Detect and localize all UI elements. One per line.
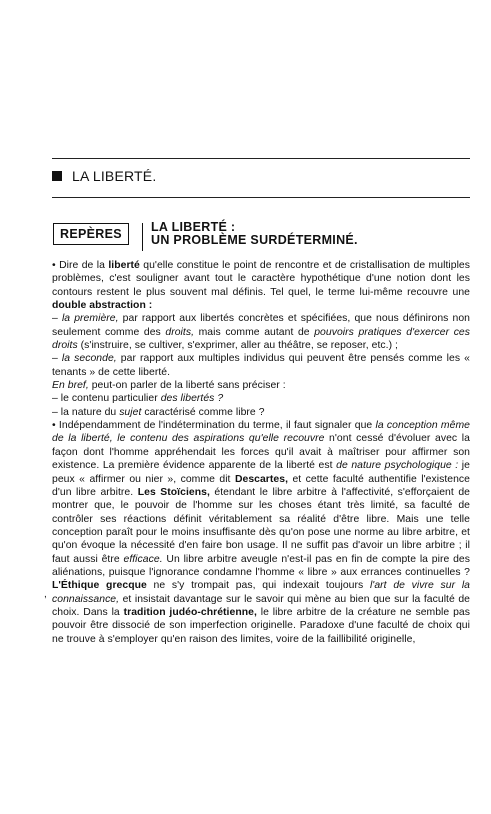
paragraph bbox=[52, 259, 470, 312]
bold-term: L'Éthique grecque bbox=[52, 580, 147, 592]
section-heading bbox=[52, 168, 156, 184]
italic-phrase: de nature psychologique : bbox=[336, 460, 459, 472]
italic-phrase: la première, bbox=[61, 313, 119, 325]
top-rule bbox=[52, 158, 470, 159]
reperes-divider bbox=[142, 223, 143, 251]
text-run: ne s'y trompait pas, qui indexait toujours bbox=[146, 580, 370, 592]
bold-term: liberté bbox=[108, 260, 140, 271]
body-text bbox=[52, 259, 470, 646]
text-run: – le contenu particulier bbox=[52, 393, 161, 405]
text-run: par rapport aux libertés concrètes et spécifiées, que nous définirons non seulement comme des bbox=[52, 313, 471, 338]
italic-phrase: l'art de vivre sur la connaissance, bbox=[52, 580, 471, 605]
text-run: Un libre arbitre aveugle n'est-il pas en fin de compte la pire des aliénations, puisque l'ignorance condamne l'homme « libre » aux errances continuelles ? bbox=[52, 553, 470, 578]
text-run: caractérisé comme libre ? bbox=[141, 406, 265, 418]
italic-phrase: des libertés ? bbox=[160, 393, 224, 405]
section-title: LA LIBERTÉ. bbox=[72, 168, 157, 184]
paragraph bbox=[52, 312, 470, 352]
reperes-label: REPÈRES bbox=[60, 227, 122, 241]
bold-term: tradition judéo-chrétienne, bbox=[123, 606, 257, 618]
paragraph bbox=[52, 392, 470, 405]
text-run: et insistait davantage sur le savoir qui mène au bien que sur la faculté de choix. Dans la bbox=[52, 593, 470, 618]
bottom-rule bbox=[52, 197, 470, 198]
text-run: – la nature du bbox=[52, 406, 120, 418]
italic-phrase: efficace. bbox=[123, 553, 163, 565]
bold-term: double abstraction : bbox=[52, 300, 153, 312]
reperes-title bbox=[151, 221, 358, 247]
square-bullet-icon bbox=[52, 171, 62, 181]
paragraph bbox=[52, 379, 470, 392]
bold-term: Les Stoïciens, bbox=[137, 486, 210, 498]
text-run: et cette faculté authentifie l'existence d'un libre arbitre. bbox=[52, 473, 470, 498]
bold-term: Descartes, bbox=[234, 473, 289, 485]
text-run: par rapport aux multiples individus qui peuvent être pensés comme les « tenants » de cette liberté. bbox=[52, 353, 471, 378]
text-run: peut-on parler de la liberté sans préciser : bbox=[88, 380, 286, 392]
reperes-label-box bbox=[53, 223, 129, 245]
text-run: (s'instruire, se cultiver, s'exprimer, aller au théâtre, se reposer, etc.) ; bbox=[77, 340, 398, 352]
text-run: • Indépendamment de l'indétermination du terme, il faut signaler que bbox=[52, 420, 376, 432]
italic-phrase: sujet bbox=[119, 406, 142, 418]
text-run: – bbox=[52, 353, 62, 365]
italic-phrase: la seconde, bbox=[61, 353, 117, 365]
text-run: étendant le libre arbitre à l'affectivité, s'efforçaient de montrer que, le pouvoir de l'homme sur les choses étant très limité, sa faculté de contrôler ses réactions définit véritablement sa réalité d'être libre. Mais une telle conception paraît pour le moins insuffisante dès qu'on pose une norme au libre arbitre, et qu'on évoque la nécessité d'en faire bon usage. Il ne suffit pas d'avoir un libre arbitre ; il faut aussi être bbox=[52, 486, 470, 565]
paragraph bbox=[52, 352, 470, 379]
paragraph bbox=[52, 406, 470, 419]
reperes-title-line2: UN PROBLÈME SURDÉTERMINÉ. bbox=[151, 233, 358, 247]
italic-phrase: pouvoirs pratiques d'exercer ces droits bbox=[52, 326, 471, 352]
text-run: mais comme autant de bbox=[194, 326, 315, 338]
text-run: • Dire de la bbox=[52, 260, 109, 271]
text-run: n'ont cessé d'évoluer avec la façon dont l'homme appréhendait les forces qu'il avait à maîtriser pour affirmer son existence. La première évidence apparente de la liberté est bbox=[52, 433, 470, 472]
italic-phrase: En bref, bbox=[52, 380, 89, 392]
reperes-title-line1: LA LIBERTÉ : bbox=[151, 220, 236, 234]
text-run: le libre arbitre de la créature ne semble pas pouvoir être dissocié de son imperfection originelle. Paradoxe d'une faculté de choix qui ne trouve à s'employer qu'en raison des limites, voire de la faillibilité originelle, bbox=[52, 606, 470, 645]
italic-phrase: droits, bbox=[165, 326, 195, 338]
text-run: – bbox=[52, 313, 62, 325]
italic-phrase: la conception même de la liberté, le contenu des aspirations qu'elle recouvre bbox=[52, 420, 471, 445]
paragraph bbox=[52, 419, 470, 646]
text-run: qu'elle constitue le point de rencontre et de cristallisation de multiples problèmes, c'est souligner avant tout le caractère hypothétique d'une notion dont les contours restent le plus souvent mal définis. Tel quel, le terme lui-même recouvre une bbox=[52, 260, 471, 298]
text-run: je peux « affirmer ou nier », comme dit bbox=[52, 460, 470, 485]
margin-mark: , bbox=[44, 589, 47, 600]
